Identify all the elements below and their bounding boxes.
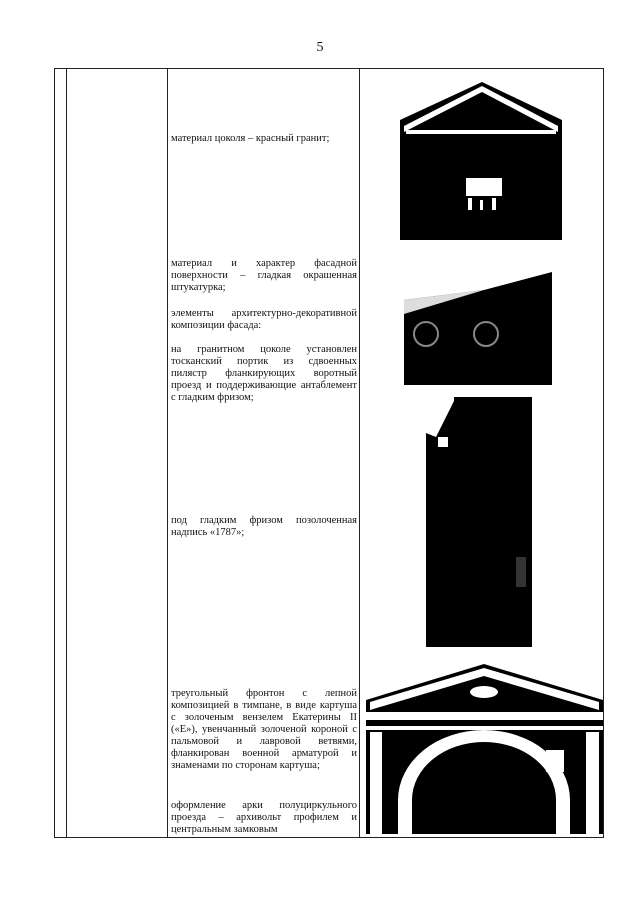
- cell-text-plinth-material: материал цоколя – красный гранит;: [171, 133, 330, 144]
- cell-text-pediment: треугольный фронтон с лепной композицией в тимпане, в виде картуша с золоченым вензелем Екатерины II («Е»), увенчанный золоченой короной с пальмовой и лавровой ветвями, фланкирован военной арматурой и знаменами по сторонам картуша;: [171, 688, 357, 771]
- page-number: 5: [316, 40, 324, 55]
- cell-text-facade-surface: материал и характер фасадной поверхности – гладкая окрашенная штукатурка;: [171, 258, 357, 293]
- cell-text-tuscan-portico: на гранитном цоколе установлен тосканский портик из сдвоенных пилястр фланкирующих воротный проезд и поддерживающие антаблемент с гладким фризом;: [171, 344, 357, 403]
- cell-text-inscription: под гладким фризом позолоченная надпись «1787»;: [171, 515, 357, 538]
- photo-facade-roundels: [404, 252, 552, 385]
- photo-pediment-arch: [366, 660, 603, 834]
- pilaster-illustration: [426, 397, 532, 647]
- photo-gable-facade: [400, 70, 562, 240]
- cell-text-decor-elements: элементы архитектурно-декоративной композиции фасада:: [171, 308, 357, 331]
- column-divider: [167, 69, 168, 837]
- column-divider: [66, 69, 67, 837]
- cell-text-arch: оформление арки полуциркульного проезда – архивольт профилем и центральным замковым: [171, 800, 357, 835]
- gable-illustration: [400, 70, 562, 240]
- facade-roundels-illustration: [404, 252, 552, 385]
- pediment-illustration: [366, 660, 603, 834]
- column-divider: [359, 69, 360, 837]
- photo-pilaster: [426, 397, 532, 647]
